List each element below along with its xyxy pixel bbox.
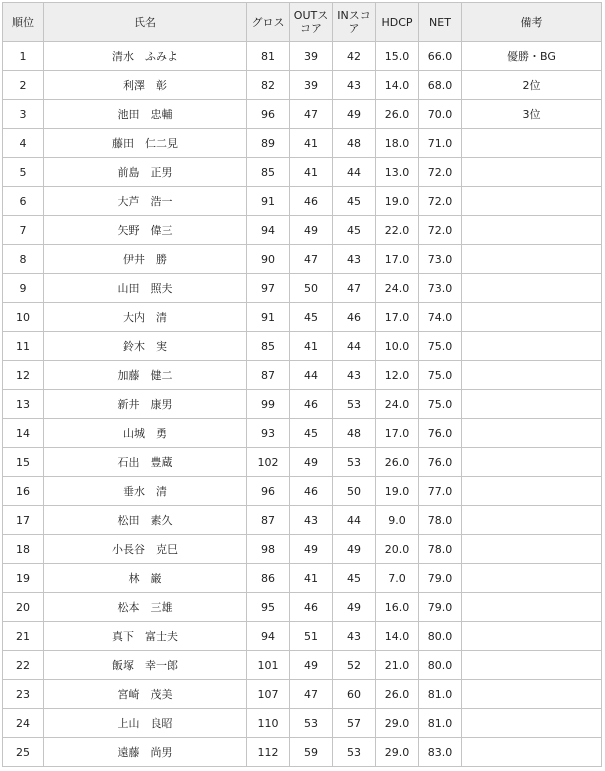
note-cell [462,361,602,390]
table-row [3,506,602,535]
net-cell: 80.0 [419,622,462,651]
rank-cell: 1 [3,42,44,71]
gross-cell: 94 [247,622,290,651]
in-score-cell: 60 [333,680,376,709]
gross-cell: 82 [247,71,290,100]
hdcp-cell: 21.0 [376,651,419,680]
note-cell [462,274,602,303]
gross-cell: 91 [247,303,290,332]
note-cell [462,390,602,419]
out-score-cell: 49 [290,216,333,245]
name-cell: 藤田 仁二見 [44,129,247,158]
in-score-cell: 44 [333,332,376,361]
in-score-cell: 46 [333,303,376,332]
name-cell: 清水 ふみよ [44,42,247,71]
note-cell [462,651,602,680]
net-cell: 78.0 [419,535,462,564]
out-score-cell: 45 [290,303,333,332]
rank-cell: 20 [3,593,44,622]
out-score-cell: 39 [290,42,333,71]
out-score-cell: 49 [290,651,333,680]
table-row [3,71,602,100]
in-score-cell: 44 [333,506,376,535]
in-score-cell: 49 [333,535,376,564]
table-row [3,564,602,593]
name-cell: 利澤 彰 [44,71,247,100]
in-score-cell: 43 [333,622,376,651]
name-cell: 松本 三雄 [44,593,247,622]
net-cell: 75.0 [419,332,462,361]
rank-cell: 8 [3,245,44,274]
net-cell: 80.0 [419,651,462,680]
name-cell: 小長谷 克巳 [44,535,247,564]
rank-cell: 3 [3,100,44,129]
hdcp-cell: 7.0 [376,564,419,593]
net-cell: 76.0 [419,448,462,477]
hdcp-cell: 19.0 [376,477,419,506]
hdcp-cell: 18.0 [376,129,419,158]
in-score-cell: 48 [333,419,376,448]
table-row [3,680,602,709]
hdcp-cell: 12.0 [376,361,419,390]
in-score-cell: 53 [333,448,376,477]
net-cell: 66.0 [419,42,462,71]
header-net: NET [419,3,462,42]
name-cell: 遠藤 尚男 [44,738,247,767]
out-score-cell: 45 [290,419,333,448]
hdcp-cell: 26.0 [376,680,419,709]
in-score-cell: 43 [333,71,376,100]
rank-cell: 2 [3,71,44,100]
hdcp-cell: 26.0 [376,100,419,129]
gross-cell: 87 [247,506,290,535]
out-score-cell: 49 [290,535,333,564]
table-row [3,303,602,332]
net-cell: 72.0 [419,158,462,187]
header-rank: 順位 [3,3,44,42]
rank-cell: 21 [3,622,44,651]
header-gross: グロス [247,3,290,42]
name-cell: 石出 豊蔵 [44,448,247,477]
table-row [3,477,602,506]
gross-cell: 99 [247,390,290,419]
net-cell: 75.0 [419,390,462,419]
hdcp-cell: 10.0 [376,332,419,361]
name-cell: 新井 康男 [44,390,247,419]
note-cell [462,303,602,332]
net-cell: 81.0 [419,680,462,709]
out-score-cell: 41 [290,564,333,593]
gross-cell: 110 [247,709,290,738]
hdcp-cell: 22.0 [376,216,419,245]
note-cell [462,332,602,361]
rank-cell: 22 [3,651,44,680]
table-row [3,245,602,274]
in-score-cell: 44 [333,158,376,187]
note-cell [462,419,602,448]
rank-cell: 7 [3,216,44,245]
table-row [3,361,602,390]
out-score-cell: 47 [290,245,333,274]
rank-cell: 4 [3,129,44,158]
rank-cell: 10 [3,303,44,332]
hdcp-cell: 17.0 [376,419,419,448]
header-out-score-label: OUTスコア [293,9,329,35]
header-note: 備考 [462,3,602,42]
gross-cell: 95 [247,593,290,622]
hdcp-cell: 19.0 [376,187,419,216]
in-score-cell: 49 [333,100,376,129]
in-score-cell: 45 [333,216,376,245]
rank-cell: 23 [3,680,44,709]
hdcp-cell: 20.0 [376,535,419,564]
in-score-cell: 45 [333,564,376,593]
net-cell: 75.0 [419,361,462,390]
out-score-cell: 53 [290,709,333,738]
net-cell: 83.0 [419,738,462,767]
in-score-cell: 43 [333,245,376,274]
gross-cell: 90 [247,245,290,274]
table-row [3,100,602,129]
name-cell: 真下 富士夫 [44,622,247,651]
name-cell: 鈴木 実 [44,332,247,361]
header-name: 氏名 [44,3,247,42]
gross-cell: 96 [247,100,290,129]
in-score-cell: 42 [333,42,376,71]
gross-cell: 85 [247,158,290,187]
hdcp-cell: 13.0 [376,158,419,187]
note-cell [462,680,602,709]
table-row [3,332,602,361]
net-cell: 68.0 [419,71,462,100]
gross-cell: 81 [247,42,290,71]
out-score-cell: 51 [290,622,333,651]
in-score-cell: 48 [333,129,376,158]
header-row [3,3,602,42]
gross-cell: 107 [247,680,290,709]
out-score-cell: 39 [290,71,333,100]
rank-cell: 25 [3,738,44,767]
table-row [3,535,602,564]
hdcp-cell: 29.0 [376,738,419,767]
net-cell: 79.0 [419,593,462,622]
in-score-cell: 49 [333,593,376,622]
note-cell [462,535,602,564]
out-score-cell: 47 [290,100,333,129]
out-score-cell: 46 [290,187,333,216]
rank-cell: 15 [3,448,44,477]
hdcp-cell: 16.0 [376,593,419,622]
gross-cell: 85 [247,332,290,361]
note-cell [462,158,602,187]
rank-cell: 19 [3,564,44,593]
rank-cell: 16 [3,477,44,506]
table-row [3,187,602,216]
note-cell [462,506,602,535]
name-cell: 垂水 清 [44,477,247,506]
table-row [3,216,602,245]
gross-cell: 112 [247,738,290,767]
in-score-cell: 53 [333,738,376,767]
table-row [3,390,602,419]
table-row [3,651,602,680]
table-row [3,448,602,477]
in-score-cell: 47 [333,274,376,303]
rank-cell: 11 [3,332,44,361]
net-cell: 79.0 [419,564,462,593]
net-cell: 73.0 [419,274,462,303]
table-row [3,622,602,651]
hdcp-cell: 15.0 [376,42,419,71]
name-cell: 大芦 浩一 [44,187,247,216]
name-cell: 伊井 勝 [44,245,247,274]
header-out-score [290,3,333,42]
note-cell [462,216,602,245]
note-cell [462,477,602,506]
net-cell: 72.0 [419,216,462,245]
rank-cell: 13 [3,390,44,419]
out-score-cell: 41 [290,129,333,158]
name-cell: 矢野 偉三 [44,216,247,245]
hdcp-cell: 14.0 [376,622,419,651]
gross-cell: 94 [247,216,290,245]
rank-cell: 12 [3,361,44,390]
gross-cell: 96 [247,477,290,506]
table-row [3,274,602,303]
name-cell: 池田 忠輔 [44,100,247,129]
net-cell: 78.0 [419,506,462,535]
out-score-cell: 49 [290,448,333,477]
gross-cell: 98 [247,535,290,564]
out-score-cell: 46 [290,477,333,506]
net-cell: 70.0 [419,100,462,129]
note-cell: 3位 [462,100,602,129]
in-score-cell: 57 [333,709,376,738]
net-cell: 76.0 [419,419,462,448]
table-row [3,129,602,158]
note-cell [462,622,602,651]
name-cell: 松田 素久 [44,506,247,535]
out-score-cell: 47 [290,680,333,709]
rank-cell: 18 [3,535,44,564]
out-score-cell: 50 [290,274,333,303]
table-row [3,158,602,187]
table-row [3,419,602,448]
note-cell [462,709,602,738]
rank-cell: 14 [3,419,44,448]
hdcp-cell: 9.0 [376,506,419,535]
hdcp-cell: 14.0 [376,71,419,100]
out-score-cell: 59 [290,738,333,767]
net-cell: 77.0 [419,477,462,506]
hdcp-cell: 24.0 [376,390,419,419]
hdcp-cell: 17.0 [376,245,419,274]
note-cell [462,187,602,216]
header-hdcp: HDCP [376,3,419,42]
note-cell [462,593,602,622]
rank-cell: 6 [3,187,44,216]
table-row [3,738,602,767]
name-cell: 山田 照夫 [44,274,247,303]
name-cell: 林 巌 [44,564,247,593]
note-cell [462,564,602,593]
name-cell: 大内 清 [44,303,247,332]
net-cell: 72.0 [419,187,462,216]
note-cell [462,448,602,477]
out-score-cell: 46 [290,390,333,419]
table-row [3,593,602,622]
gross-cell: 102 [247,448,290,477]
net-cell: 81.0 [419,709,462,738]
hdcp-cell: 24.0 [376,274,419,303]
results-table [2,2,602,767]
header-in-score [333,3,376,42]
name-cell: 山城 勇 [44,419,247,448]
rank-cell: 17 [3,506,44,535]
gross-cell: 89 [247,129,290,158]
out-score-cell: 43 [290,506,333,535]
note-cell [462,129,602,158]
in-score-cell: 53 [333,390,376,419]
in-score-cell: 43 [333,361,376,390]
rank-cell: 9 [3,274,44,303]
gross-cell: 86 [247,564,290,593]
note-cell [462,245,602,274]
hdcp-cell: 29.0 [376,709,419,738]
gross-cell: 93 [247,419,290,448]
out-score-cell: 46 [290,593,333,622]
name-cell: 飯塚 幸一郎 [44,651,247,680]
gross-cell: 91 [247,187,290,216]
out-score-cell: 41 [290,158,333,187]
gross-cell: 87 [247,361,290,390]
in-score-cell: 45 [333,187,376,216]
gross-cell: 101 [247,651,290,680]
table-row [3,42,602,71]
note-cell: 2位 [462,71,602,100]
name-cell: 加藤 健二 [44,361,247,390]
in-score-cell: 52 [333,651,376,680]
name-cell: 上山 良昭 [44,709,247,738]
name-cell: 宮崎 茂美 [44,680,247,709]
out-score-cell: 44 [290,361,333,390]
net-cell: 74.0 [419,303,462,332]
out-score-cell: 41 [290,332,333,361]
hdcp-cell: 17.0 [376,303,419,332]
hdcp-cell: 26.0 [376,448,419,477]
header-in-score-label: INスコア [337,9,371,35]
net-cell: 73.0 [419,245,462,274]
net-cell: 71.0 [419,129,462,158]
note-cell [462,738,602,767]
in-score-cell: 50 [333,477,376,506]
name-cell: 前島 正男 [44,158,247,187]
note-cell: 優勝・BG [462,42,602,71]
table-row [3,709,602,738]
rank-cell: 24 [3,709,44,738]
gross-cell: 97 [247,274,290,303]
rank-cell: 5 [3,158,44,187]
